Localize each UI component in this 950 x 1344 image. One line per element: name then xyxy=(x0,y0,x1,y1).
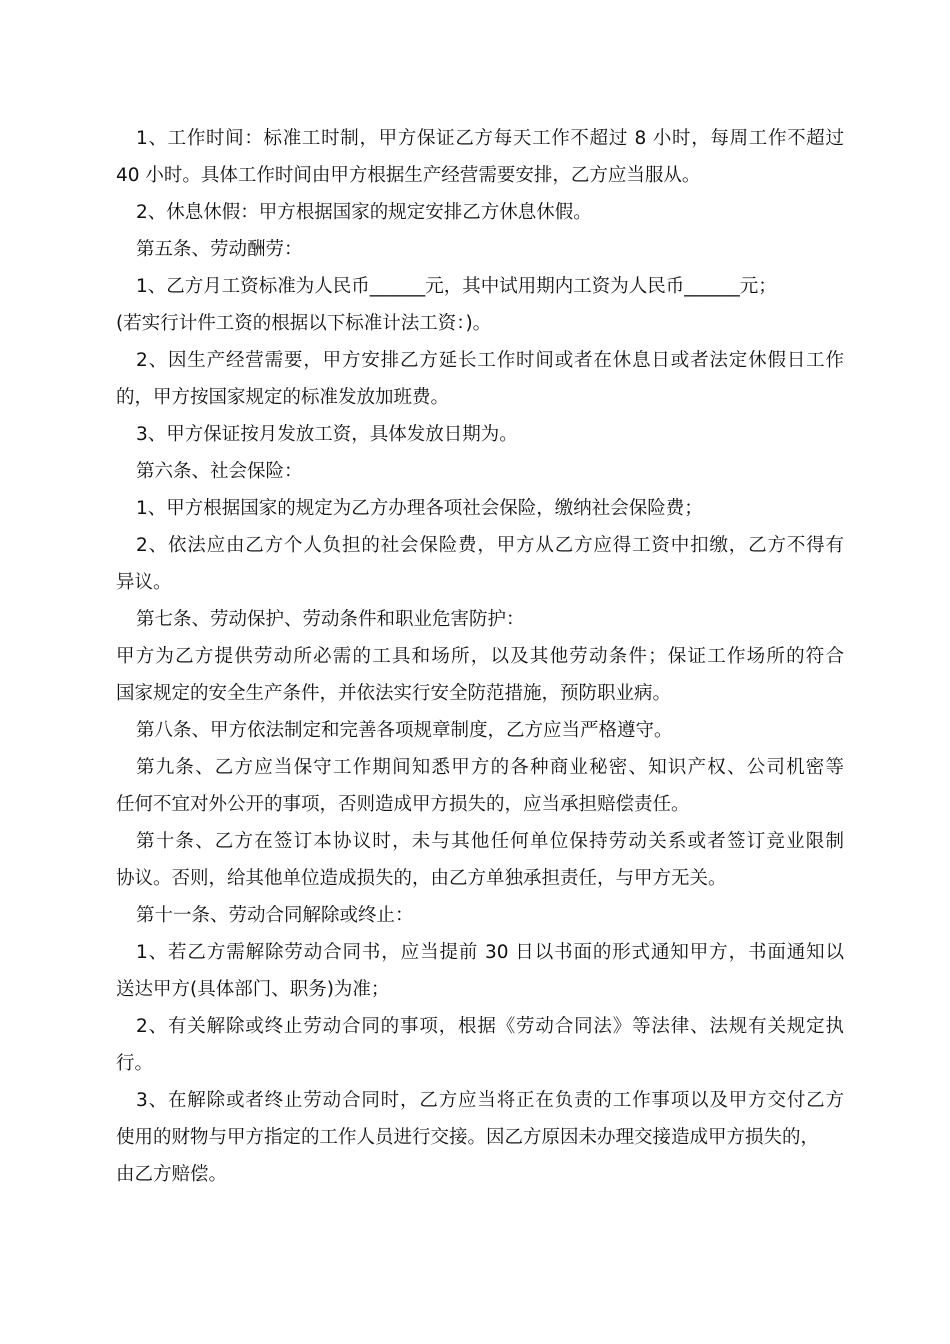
text-line: 3、在解除或者终止劳动合同时，乙方应当将正在负责的工作事项以及甲方交付乙方 xyxy=(136,1090,844,1111)
text-line: 使用的财物与甲方指定的工作人员进行交接。因乙方原因未办理交接造成甲方损失的， xyxy=(116,1127,820,1148)
text-line: 1、甲方根据国家的规定为乙方办理各项社会保险，缴纳社会保险费； xyxy=(136,498,703,519)
text-line: 送达甲方(具体部门、职务)为准； xyxy=(116,979,390,1000)
text-line: 3、甲方保证按月发放工资，具体发放日期为。 xyxy=(136,424,518,445)
text-line: 1、工作时间：标准工时制，甲方保证乙方每天工作不超过 8 小时，每周工作不超过 xyxy=(136,128,844,149)
section-heading: 第五条、劳动酬劳： xyxy=(136,239,303,260)
document-body xyxy=(116,120,844,1193)
text-line: 行。 xyxy=(116,1053,154,1074)
text-line: 国家规定的安全生产条件，并依法实行安全防范措施，预防职业病。 xyxy=(116,683,672,704)
text-line: 异议。 xyxy=(116,572,172,593)
section-heading: 第七条、劳动保护、劳动条件和职业危害防护： xyxy=(136,609,525,630)
section-heading: 第八条、甲方依法制定和完善各项规章制度，乙方应当严格遵守。 xyxy=(136,720,673,741)
text-line: 2、有关解除或终止劳动合同的事项，根据《劳动合同法》等法律、法规有关规定执 xyxy=(136,1016,844,1037)
text-line: 协议。否则，给其他单位造成损失的，由乙方单独承担责任，与甲方无关。 xyxy=(116,868,727,889)
text-line: 40 小时。具体工作时间由甲方根据生产经营需要安排，乙方应当服从。 xyxy=(116,165,701,186)
text-line: 2、依法应由乙方个人负担的社会保险费，甲方从乙方应得工资中扣缴，乙方不得有 xyxy=(136,535,844,556)
text-line: 甲方为乙方提供劳动所必需的工具和场所，以及其他劳动条件；保证工作场所的符合 xyxy=(116,646,844,667)
text-line: 的，甲方按国家规定的标准发放加班费。 xyxy=(116,387,450,408)
text-line: 任何不宜对外公开的事项，否则造成甲方损失的，应当承担赔偿责任。 xyxy=(116,794,690,815)
section-heading: 第六条、社会保险： xyxy=(136,461,303,482)
text-line: 1、乙方月工资标准为人民币______元，其中试用期内工资为人民币______元； xyxy=(136,276,777,297)
text-line: 1、若乙方需解除劳动合同书，应当提前 30 日以书面的形式通知甲方，书面通知以 xyxy=(136,942,844,963)
text-line: 2、因生产经营需要，甲方安排乙方延长工作时间或者在休息日或者法定休假日工作 xyxy=(136,350,844,371)
text-line: 由乙方赔偿。 xyxy=(116,1164,228,1185)
text-line: (若实行计件工资的根据以下标准计法工资：)。 xyxy=(116,313,492,334)
section-heading: 第九条、乙方应当保守工作期间知悉甲方的各种商业秘密、知识产权、公司机密等 xyxy=(136,757,844,778)
section-heading: 第十一条、劳动合同解除或终止： xyxy=(136,905,414,926)
text-line: 2、休息休假：甲方根据国家的规定安排乙方休息休假。 xyxy=(136,202,592,223)
section-heading: 第十条、乙方在签订本协议时，未与其他任何单位保持劳动关系或者签订竞业限制 xyxy=(136,831,844,852)
